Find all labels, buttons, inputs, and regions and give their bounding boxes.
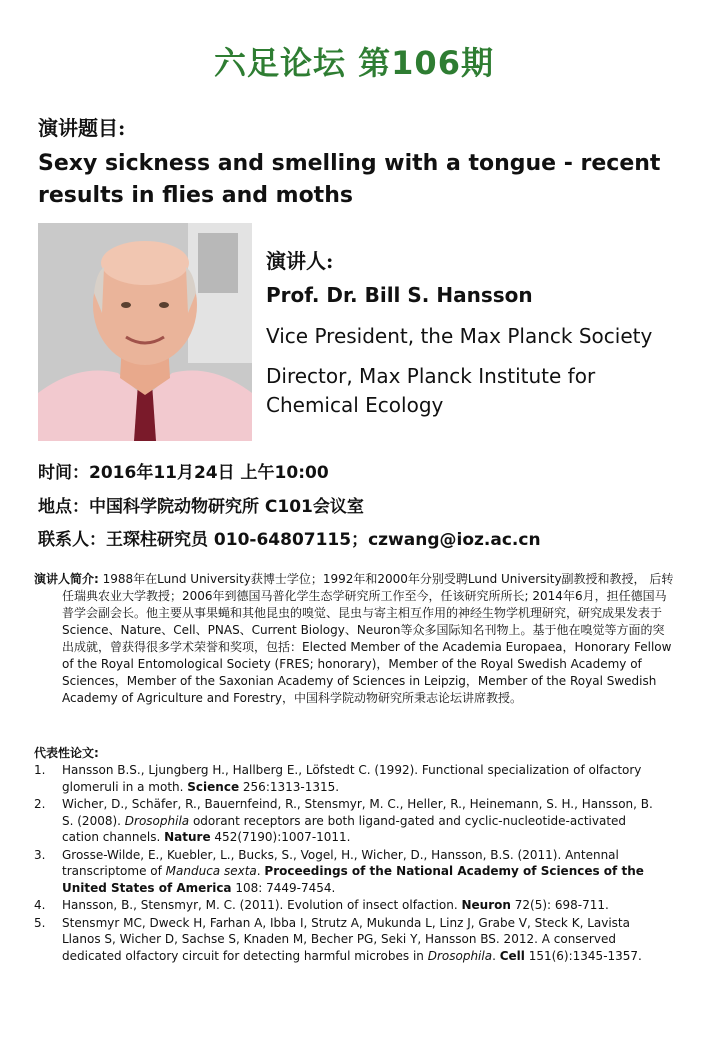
paper-volume: 108: 7449-7454. [231,880,336,895]
forum-title: 六足论坛 第106期 [214,44,494,82]
paper-number: 2. [34,797,46,811]
speaker-biography [34,571,674,707]
place-label: 地点： [38,497,89,517]
time-value: 2016年11月24日 上午10:00 [89,463,329,483]
speaker-portrait-image [38,223,252,441]
speaker-role-vice-president: Vice President, the Max Planck Society [266,324,653,348]
paper-journal: Nature [164,830,211,844]
paper-citation: Wicher, D., Schäfer, R., Bauernfeind, R., Stensmyr, M. C., Heller, R., Heinemann, S. H., Hansson, B. S. (2008). [62,797,653,828]
paper-title: . [256,864,265,878]
paper-volume: 256:1313-1315. [239,779,340,794]
time-label: 时间： [38,463,89,483]
topic-label: 演讲题目: [38,116,126,140]
paper-species: Drosophila [124,813,190,828]
place-value: 中国科学院动物研究所 C101会议室 [89,497,364,517]
paper-species: Manduca sexta [165,864,257,878]
time-line [38,458,329,483]
contact-line [38,525,541,550]
paper-journal: Science [187,779,240,794]
paper-title: odorant receptors are both ligand-gated and cyclic-nucleotide-activated cation channels. [62,813,627,844]
papers-label: 代表性论文: [34,746,99,760]
paper-journal: Proceedings of the National Academy of Sciences of the United States of America [62,864,644,895]
paper-number: 4. [34,898,46,912]
speaker-name: Prof. Dr. Bill S. Hansson [266,283,533,307]
speaker-photo [38,223,252,441]
paper-number: 5. [34,915,46,930]
contact-value: 王琛柱研究员 010-64807115；czwang@ioz.ac.cn [106,530,541,550]
contact-label: 联系人： [38,530,106,550]
paper-volume: 452(7190):1007-1011. [210,830,351,844]
speaker-label: 演讲人: [266,249,334,273]
paper-journal: Neuron [461,898,511,912]
bio-text: 1988年在Lund University获博士学位；1992年和2000年分别受聘Lund University副教授和教授， 后转任瑞典农业大学教授；2006年到德国马普化学生态学研究所工作至今，任该研究所所长; 2014年6月，担任德国马普学会副会长。他主要从事果蝇和其他昆虫的嗅觉、昆虫与寄主相互作用的神经生物学机理研究，研究成果发表于 Science、Nature、Cell、PNAS、Current Biology、Neuron等众多国际知名刊物上。基于他在嗅觉等方面的突出成就，曾获得很多学术荣誉和奖项，包括：Elected Member of the Academia Europaea，Honorary Fellow of the Royal Entomological Society (FRES; honorary)，Member of the Royal Swedish Academy of Sciences，Member of the Saxonian Academy of Sciences in Leipzig，Member of the Royal Swedish Academy of Agriculture and Forestry，中国科学院动物研究所秉志论坛讲席教授。 [62,572,674,705]
bio-label: 演讲人简介: [34,572,99,586]
paper-citation: Grosse-Wilde, E., Kuebler, L., Bucks, S., Vogel, H., Wicher, D., Hansson, B.S. (2011). Antennal transcriptome of [62,847,619,878]
paper-citation: Stensmyr MC, Dweck H, Farhan A, Ibba I, Strutz A, Mukunda L, Linz J, Grabe V, Steck K, Lavista Llanos S, Wicher D, Sachse S, Knaden M, Becher PG, Seki Y, Hansson BS. 2012. A conserved dedicated olfactory circuit for detecting harmful microbes in [62,915,630,963]
speaker-role-director: Director, Max Planck Institute for Chemical Ecology [266,364,596,417]
paper-journal: Cell [499,948,525,963]
paper-citation: Hansson B.S., Ljungberg H., Hallberg E., Löfstedt C. (1992). Functional specialization of olfactory glomeruli in a moth. [62,763,642,794]
paper-title: . [492,948,500,963]
list-item [34,897,664,914]
paper-species: Drosophila [427,948,493,963]
list-item [34,847,664,897]
topic-title: Sexy sickness and smelling with a tongue - recent results in flies and moths [38,151,661,208]
papers-list [34,762,664,965]
paper-number: 3. [34,847,46,862]
list-item [34,915,664,965]
paper-number: 1. [34,763,46,777]
list-item [34,796,664,846]
paper-volume: 151(6):1345-1357. [524,948,642,963]
paper-citation: Hansson, B., Stensmyr, M. C. (2011). Evolution of insect olfaction. [62,898,462,912]
list-item [34,762,664,795]
place-line [38,492,364,517]
paper-volume: 72(5): 698-711. [510,898,609,912]
